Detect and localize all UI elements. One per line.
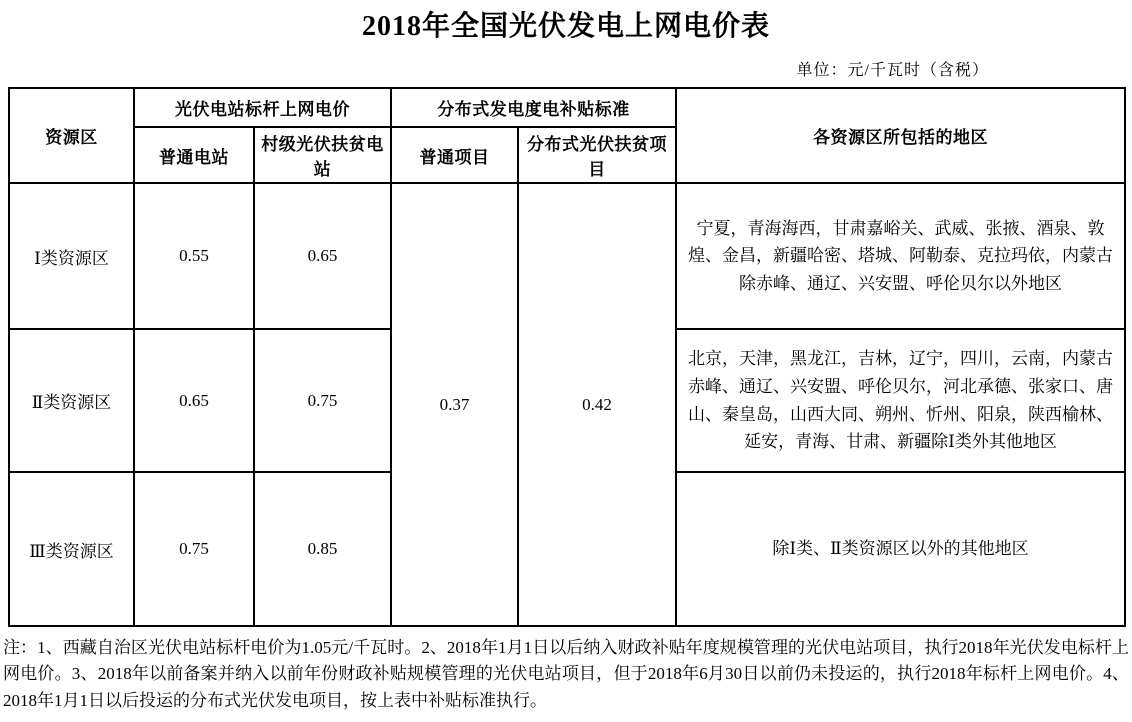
zone-3-regions: 除Ⅰ类、Ⅱ类资源区以外的其他地区 xyxy=(676,472,1125,626)
header-resource-zone: 资源区 xyxy=(9,88,134,183)
header-regions-included: 各资源区所包括的地区 xyxy=(676,88,1125,183)
header-row-1 xyxy=(9,88,1125,127)
zone-2-village-poverty-price: 0.75 xyxy=(254,329,391,472)
header-ordinary-project: 普通项目 xyxy=(391,127,518,183)
header-pv-benchmark-group: 光伏电站标杆上网电价 xyxy=(134,88,391,127)
document-page xyxy=(0,9,1132,722)
zone-3-village-poverty-price: 0.85 xyxy=(254,472,391,626)
zone-1-regions: 宁夏，青海海西，甘肃嘉峪关、武威、张掖、酒泉、敦煌、金昌，新疆哈密、塔城、阿勒泰、克拉玛依，内蒙古除赤峰、通辽、兴安盟、呼伦贝尔以外地区 xyxy=(676,183,1125,329)
unit-label: 单位：元/千瓦时（含税） xyxy=(796,62,989,79)
zone-2-ordinary-station-price: 0.65 xyxy=(134,329,254,472)
page-title: 2018年全国光伏发电上网电价表 xyxy=(361,11,770,42)
header-ordinary-station: 普通电站 xyxy=(134,127,254,183)
zone-2-label: Ⅱ类资源区 xyxy=(9,329,134,472)
table-row-zone-1 xyxy=(9,183,1125,329)
footnotes: 注：1、西藏自治区光伏电站标杆电价为1.05元/千瓦时。2、2018年1月1日以后纳入财政补贴年度规模管理的光伏电站项目，执行2018年光伏发电标杆上网电价。3、2018年以前备案并纳入以前年份财政补贴规模管理的光伏电站项目，但于2018年6月30日以前仍未投运的，执行2018年标杆上网电价。4、2018年1月1日以后投运的分布式光伏发电项目，按上表中补贴标准执行。 xyxy=(3,638,1129,710)
header-distributed-subsidy-group: 分布式发电度电补贴标准 xyxy=(391,88,676,127)
tariff-table xyxy=(8,87,1126,627)
header-village-poverty-station: 村级光伏扶贫电站 xyxy=(254,127,391,183)
zone-1-ordinary-station-price: 0.55 xyxy=(134,183,254,329)
header-distributed-poverty-project: 分布式光伏扶贫项目 xyxy=(518,127,676,183)
ordinary-project-subsidy-value: 0.37 xyxy=(391,183,518,626)
zone-3-ordinary-station-price: 0.75 xyxy=(134,472,254,626)
zone-3-label: Ⅲ类资源区 xyxy=(9,472,134,626)
distributed-poverty-subsidy-value: 0.42 xyxy=(518,183,676,626)
zone-1-village-poverty-price: 0.65 xyxy=(254,183,391,329)
zone-2-regions: 北京，天津，黑龙江，吉林，辽宁，四川，云南，内蒙古赤峰、通辽、兴安盟、呼伦贝尔，河北承德、张家口、唐山、秦皇岛，山西大同、朔州、忻州、阳泉，陕西榆林、延安，青海、甘肃、新疆除Ⅰ类外其他地区 xyxy=(676,329,1125,472)
zone-1-label: Ⅰ类资源区 xyxy=(9,183,134,329)
